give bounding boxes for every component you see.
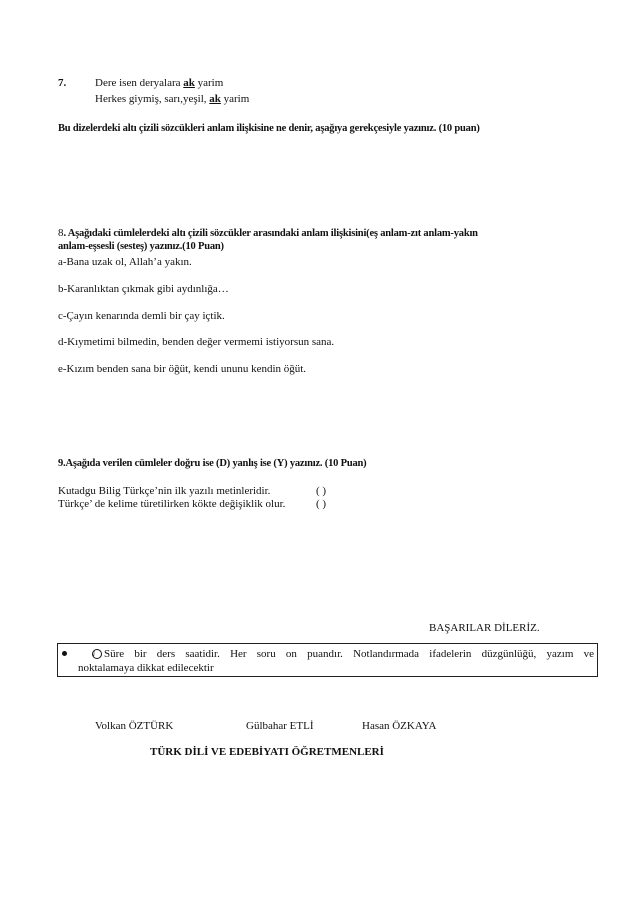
- q8-item-b: b-Karanlıktan çıkmak gibi aydınlığa…: [58, 283, 229, 295]
- closing-wish: BAŞARILAR DİLERİZ.: [429, 622, 540, 634]
- teacher-name-2: Gülbahar ETLİ: [246, 720, 314, 732]
- q7-underlined-word-2: ak: [209, 93, 221, 105]
- q8-item-c: c-Çayın kenarında demli bir çay içtik.: [58, 310, 225, 322]
- q7-verse-1-text: Dere isen deryalara: [95, 77, 184, 89]
- q7-verse-2-text: Herkes giymiş, sarı,yeşil,: [95, 93, 210, 105]
- q8-heading-line-2: anlam-eşsesli (sesteş) yazınız.(10 Puan): [58, 241, 224, 252]
- notice-text-1: Süre bir ders saatidir. Her soru on puandır. Notlandırmada ifadelerin düzgünlüğü, yazım ve: [104, 648, 594, 660]
- q9-item-2-answer: ( ): [316, 498, 327, 510]
- bullet-icon: [62, 651, 67, 656]
- teacher-name-3: Hasan ÖZKAYA: [362, 720, 437, 732]
- notice-line-1: [78, 648, 594, 660]
- q9-heading: 9.Aşağıda verilen cümleler doğru ise (D) yanlış ise (Y) yazınız. (10 Puan): [58, 458, 367, 469]
- q7-verse-1-tail: yarim: [194, 77, 224, 89]
- q7-verse-line-1: [95, 77, 223, 89]
- q8-heading-text: . Aşağıdaki cümlelerdeki altı çizili sözcükler arasındaki anlam ilişkisini(eş anlam-zıt anlam-yakın: [63, 228, 478, 239]
- teachers-title: TÜRK DİLİ VE EDEBİYATI ÖĞRETMENLERİ: [150, 746, 384, 758]
- q9-item-2: Türkçe’ de kelime türetilirken kökte değişiklik olur.: [58, 498, 286, 510]
- q8-item-d: d-Kıymetimi bilmedin, benden değer vermemi istiyorsun sana.: [58, 336, 335, 348]
- info-icon: i: [92, 649, 102, 659]
- q7-verse-2-tail: yarim: [220, 93, 250, 105]
- q8-item-e: e-Kızım benden sana bir öğüt, kendi ununu kendin öğüt.: [58, 363, 307, 375]
- notice-line-2: noktalamaya dikkat edilecektir: [78, 662, 214, 674]
- q7-underlined-word-1: ak: [183, 77, 195, 89]
- q7-verse-line-2: [95, 93, 249, 105]
- q8-heading-line-1: [58, 227, 478, 239]
- q7-number: 7.: [58, 77, 67, 89]
- q9-item-1: Kutadgu Bilig Türkçe’nin ilk yazılı metinleridir.: [58, 485, 271, 497]
- q9-item-1-answer: ( ): [316, 485, 327, 497]
- q7-instruction: Bu dizelerdeki altı çizili sözcükleri anlam ilişkisine ne denir, aşağıya gerekçesiyle yazınız. (10 puan): [58, 123, 480, 134]
- teacher-name-1: Volkan ÖZTÜRK: [95, 720, 174, 732]
- q8-item-a: a-Bana uzak ol, Allah’a yakın.: [58, 256, 192, 268]
- q8-number: 8: [58, 227, 64, 239]
